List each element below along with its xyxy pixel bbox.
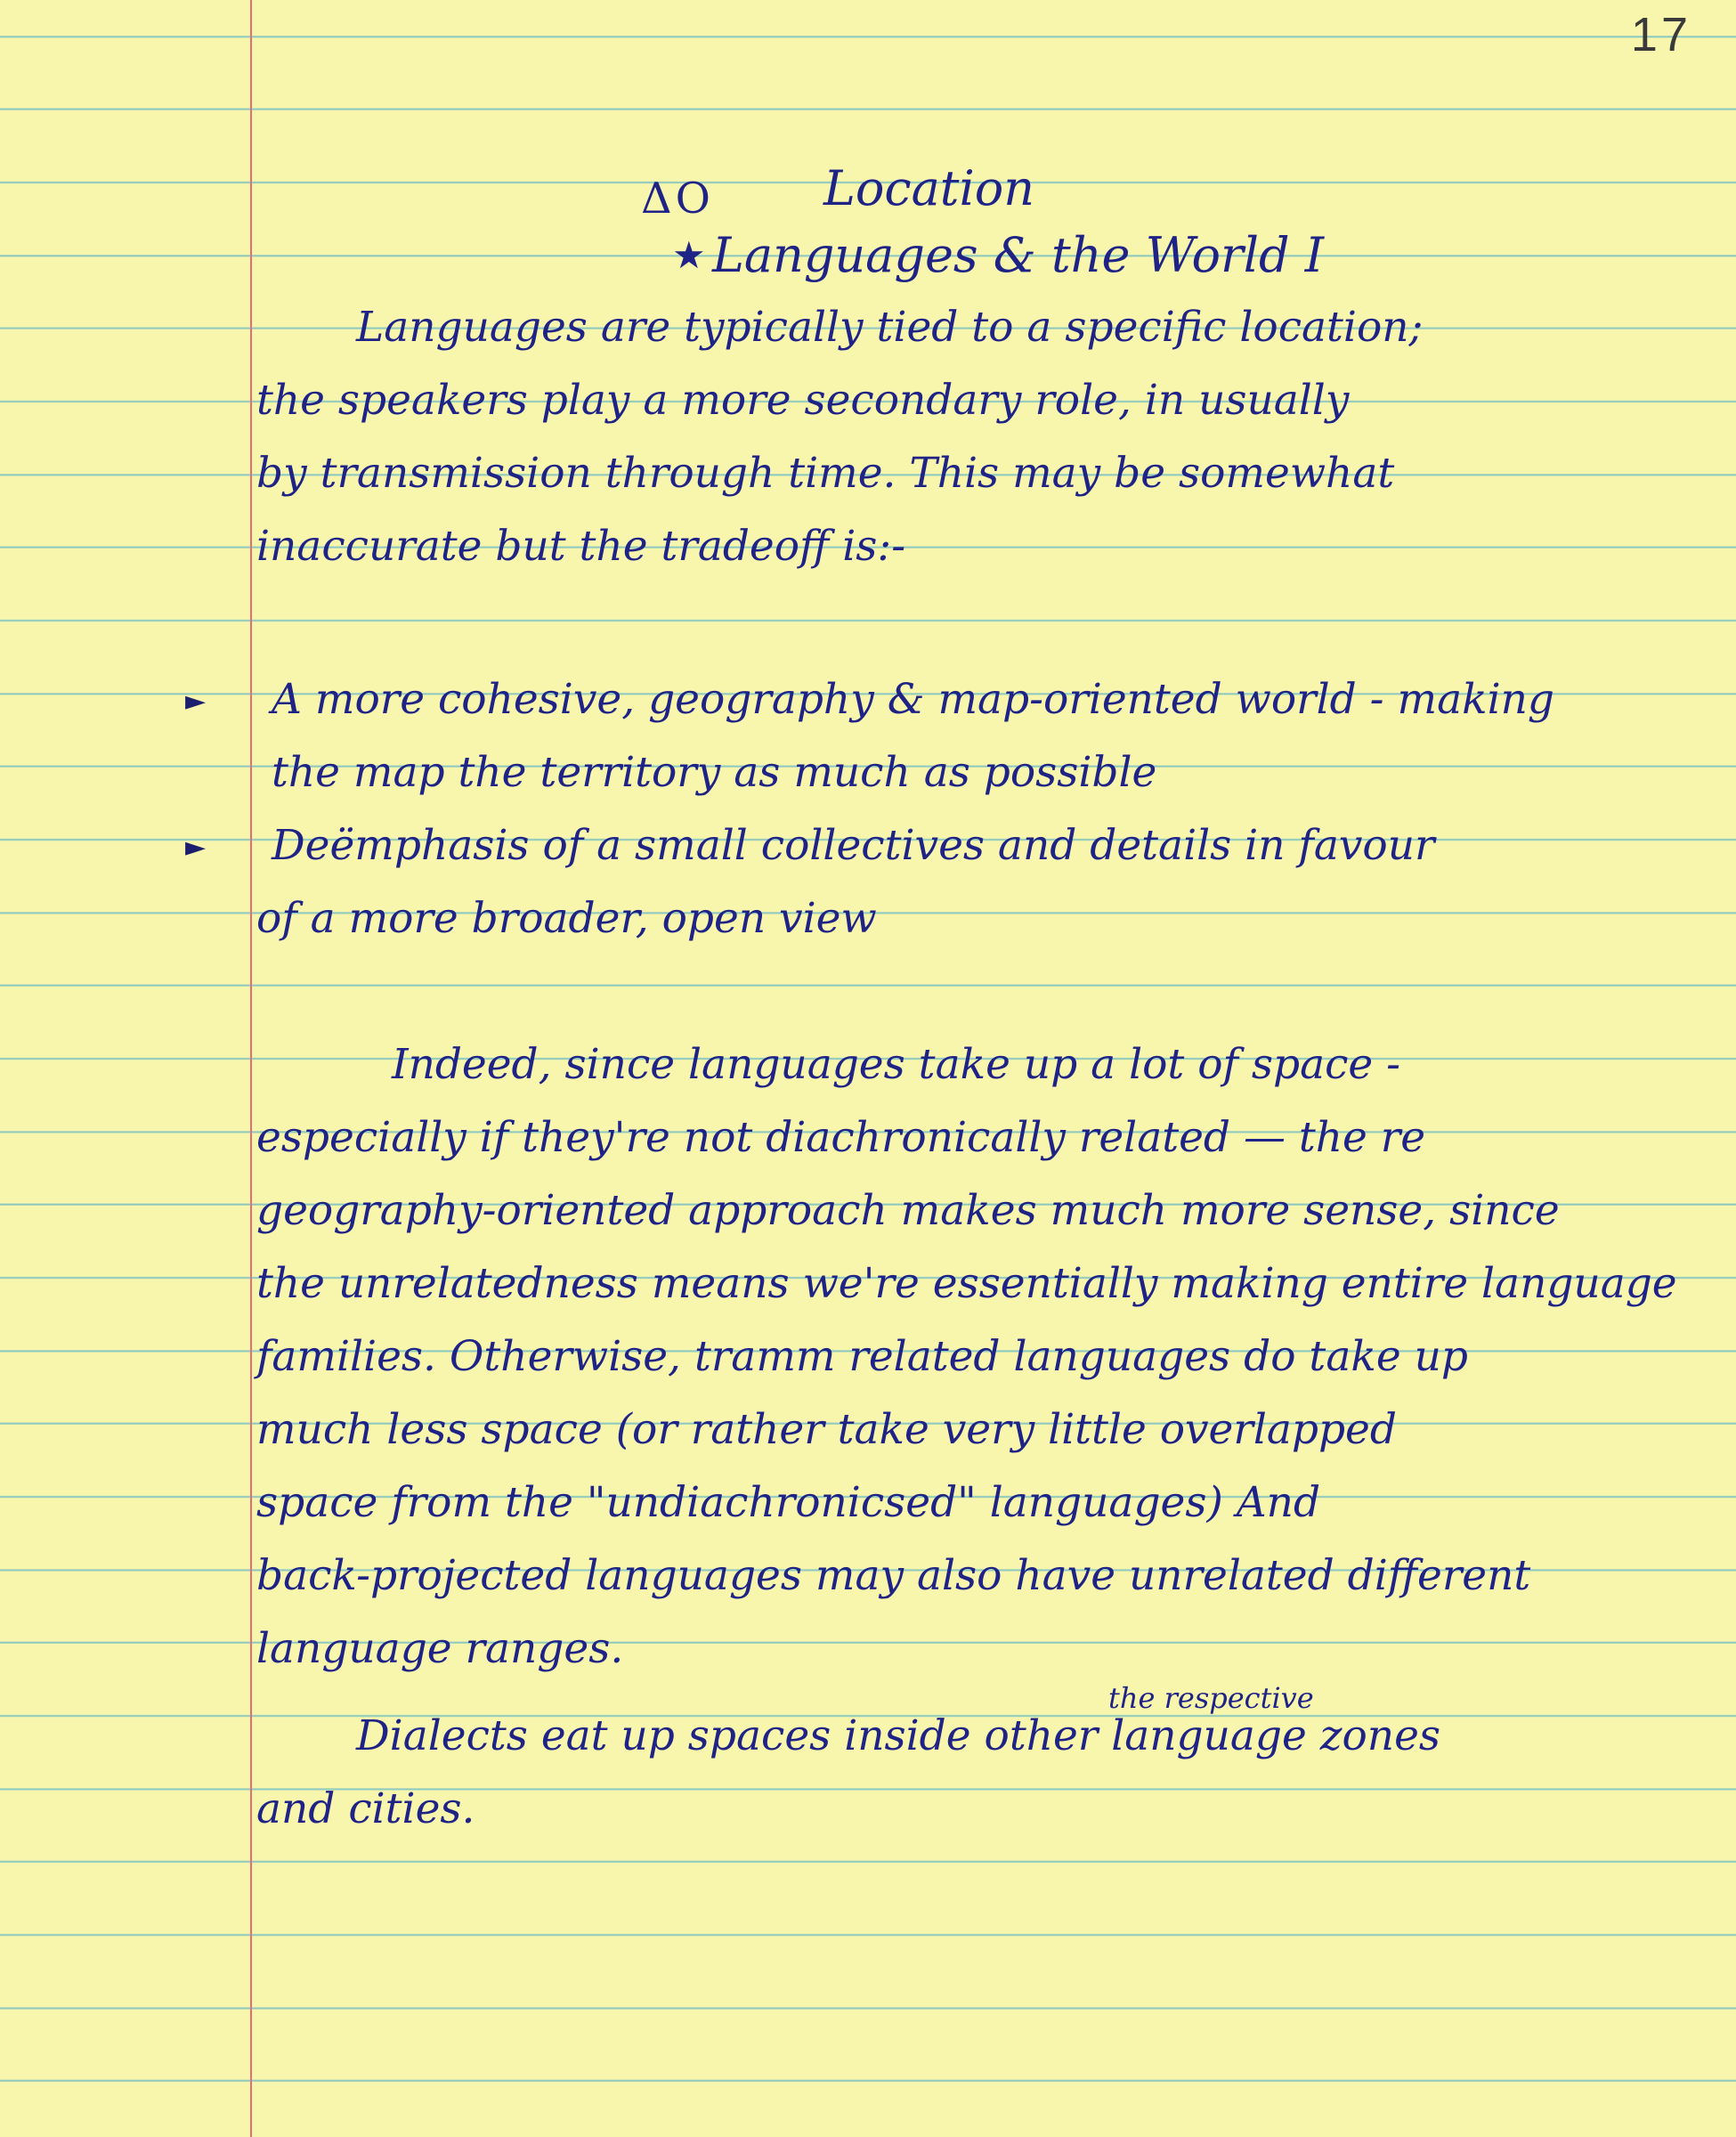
bullet-icon: ► [185,686,207,717]
text-line: much less space (or rather take very little overlapped [256,1405,1397,1454]
text-line: geography-oriented approach makes much more sense, since [256,1186,1560,1235]
text-line: especially if they're not diachronically related — the re [256,1113,1426,1162]
bullet-text-line: the map the territory as much as possible [272,748,1157,797]
bullet-icon: ► [185,832,207,863]
text-line: the unrelatedness means we're essentially making entire language [256,1259,1677,1308]
text-line: Dialects eat up spaces inside other language zones [356,1711,1441,1760]
bullet-text-line: A more cohesive, geography & map-oriented world - making [272,675,1554,724]
bullet-text-line: of a more broader, open view [256,894,877,943]
insertion-note: the respective [1108,1681,1314,1715]
text-line: the speakers play a more secondary role, in usually [256,376,1350,425]
page-number: 17 [1630,8,1691,61]
page-title: Location [823,160,1035,216]
text-line: space from the "undiachronicsed" languages) And [256,1478,1321,1527]
text-line: Indeed, since languages take up a lot of space - [392,1040,1401,1089]
text-line: inaccurate but the tradeoff is:- [256,522,906,571]
text-line: families. Otherwise, tramm related languages do take up [256,1332,1468,1381]
bullet-text-line: Deëmphasis of a small collectives and details in favour [272,821,1435,870]
page-subtitle: Languages & the World I [712,227,1325,283]
title-symbol: ΔO [641,174,715,223]
margin-line [250,0,252,2137]
text-line: by transmission through time. This may be somewhat [256,449,1395,498]
text-line: language ranges. [256,1624,624,1673]
star-icon: ★ [672,233,706,277]
text-line: and cities. [256,1784,475,1833]
text-line: back-projected languages may also have unrelated different [256,1551,1531,1600]
text-line: Languages are typically tied to a specific location; [356,303,1424,352]
